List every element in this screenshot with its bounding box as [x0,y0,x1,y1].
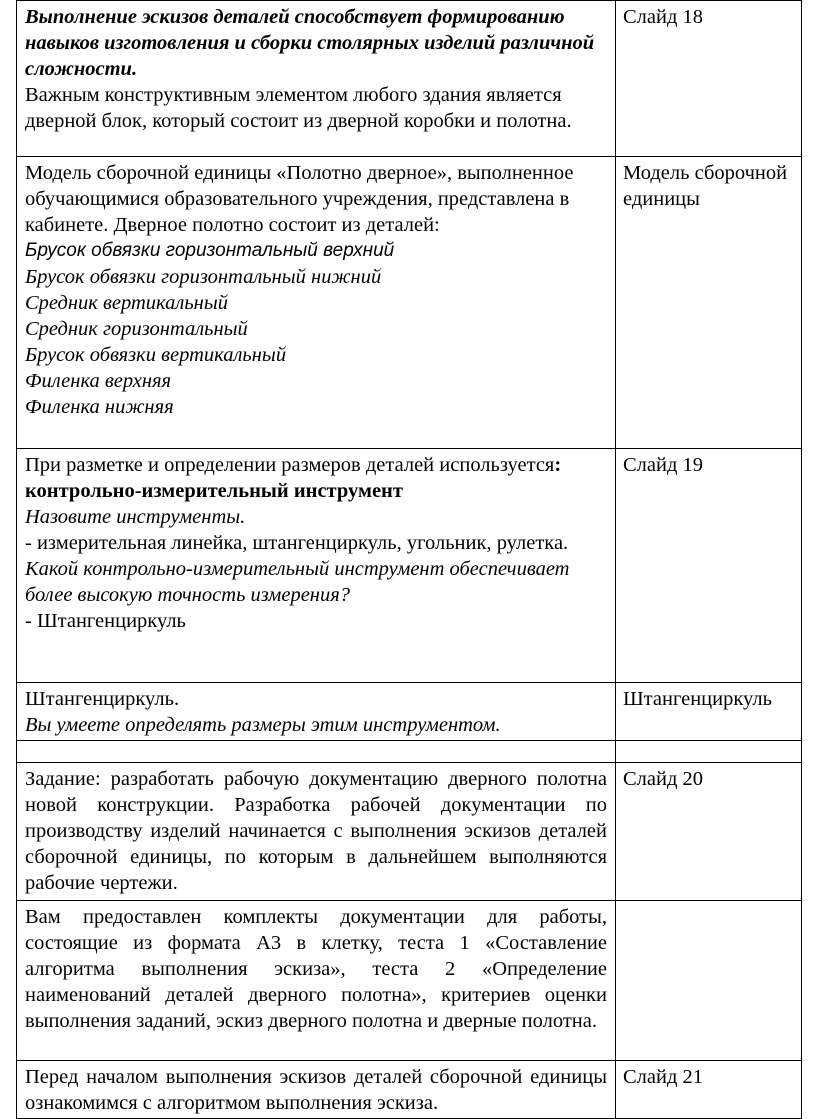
slide-cell: Слайд 21 [616,1061,802,1119]
slide-cell [616,901,802,1061]
paragraph: Штангенциркуль. [25,688,180,710]
content-cell: Задание: разработать рабочую документацию дверного полотна новой конструкции. Разработка рабочей документации по производству изделий начинается с выполнения эскизов деталей сборочной единицы, по которым в дальнейшем выполняются рабочие чертежи. [17,763,616,901]
colon: : [554,454,562,476]
slide-cell [616,741,802,763]
question: Какой контрольно-измерительный инструмент обеспечивает более высокую точность измерения? [25,558,570,606]
paragraph [25,452,607,478]
list-item: Брусок обвязки вертикальный [25,344,287,366]
slide-cell: Слайд 18 [616,1,802,157]
content-cell: Перед началом выполнения эскизов деталей сборочной единицы ознакомимся с алгоритмом выполнения эскиза. [17,1061,616,1119]
lesson-table [16,0,802,1119]
content-cell [17,1,616,157]
list-item: Брусок обвязки горизонтальный нижний [25,266,382,288]
table-row [17,449,802,683]
content-cell [17,157,616,449]
table-row [17,763,802,901]
slide-cell: Слайд 20 [616,763,802,901]
table-row [17,1061,802,1119]
intro-heading: Выполнение эскизов деталей способствует формированию навыков изготовления и сборки столярных изделий различной сложности. [25,6,595,80]
paragraph: Вы умеете определять размеры этим инструментом. [25,714,501,736]
answer: - Штангенциркуль [25,610,186,632]
question: Назовите инструменты. [25,506,246,528]
table-row [17,901,802,1061]
list-item: Филенка верхняя [25,370,172,392]
list-item: Брусок обвязки горизонтальный верхний [25,240,395,261]
table-row [17,1,802,157]
table-row [17,157,802,449]
content-cell [17,683,616,741]
slide-cell: Слайд 19 [616,449,802,683]
slide-cell: Штангенциркуль [616,683,802,741]
content-cell: Вам предоставлен комплекты документации для работы, состоящие из формата А3 в клетку, теста 1 «Составление алгоритма выполнения эскиза», теста 2 «Определение наименований деталей дверного полотна», критериев оценки выполнения заданий, эскиз дверного полотна и дверные полотна. [17,901,616,1061]
list-item: Филенка нижняя [25,396,174,418]
content-cell [17,449,616,683]
bold-term: контрольно-измерительный инструмент [25,480,403,502]
table-row-empty [17,741,802,763]
table-row [17,683,802,741]
slide-cell: Модель сборочной единицы [616,157,802,449]
paragraph-text: При разметке и определении размеров деталей используется [25,454,555,476]
answer: - измерительная линейка, штангенциркуль, угольник, рулетка. [25,532,569,554]
list-item: Средник горизонтальный [25,318,248,340]
paragraph: Модель сборочной единицы «Полотно дверное», выполненное обучающимися образовательного учреждения, представлена в кабинете. Дверное полотно состоит из деталей: [25,162,574,236]
content-cell [17,741,616,763]
list-item: Средник вертикальный [25,292,228,314]
paragraph: Важным конструктивным элементом любого здания является дверной блок, который состоит из дверной коробки и полотна. [25,84,572,132]
